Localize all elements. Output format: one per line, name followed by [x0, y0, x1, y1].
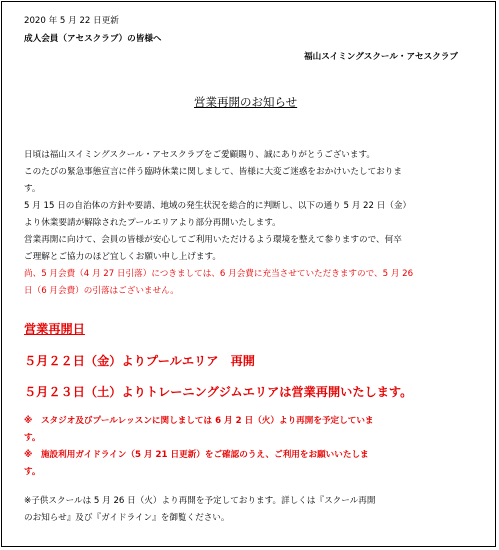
notice-title: 営業再開のお知らせ	[194, 95, 298, 109]
body-line-7: ご理解とご協力のほど宜しくお願い申し上げます。	[24, 252, 221, 262]
studio-note-line-1: ※ スタジオ及びプールレッスンに関しましては 6 月 2 日（火）より再開を予定していま	[24, 416, 374, 426]
school-note-line-2: のお知らせ』及び『ガイドライン』を御覧ください。	[24, 513, 230, 523]
reopen-date-heading: 営業再開日	[24, 322, 85, 336]
body-line-5: より休業要請が解除されたプールエリアより部分再開いたします。	[24, 218, 281, 228]
body-line-2: このたびの緊急事態宣言に伴う臨時休業に関しまして、皆様に大変ご迷惑をおかけいたしておりま	[24, 167, 402, 177]
body-line-6: 営業再開に向けて、会員の皆様が安心してご利用いただけるよう環境を整えて参りますので、何卒	[24, 235, 402, 245]
guideline-note-line-2: す。	[24, 467, 41, 477]
body-line-4: 5 月 15 日の自治体の方針や要請、地域の発生状況を総合的に判断し、以下の通り 5 月 22 日（金）	[24, 201, 412, 211]
school-note-line-1: ※子供スクールは 5 月 26 日（火）より再開を予定しております。詳しくは『スクール再開	[24, 496, 376, 506]
pool-reopen-line: ５月２２日（金）よりプールエリア 再開	[24, 354, 255, 368]
guideline-note-line-1: ※ 施設利用ガイドライン（5 月 21 日更新）をご確認のうえ、ご利用をお願いいたしま	[24, 450, 369, 460]
notice-page	[1, 1, 496, 547]
fee-notice-line-1: 尚、5 月会費（4 月 27 日引落）につきましては、6 月会費に充当させていただきますので、5 月 26	[24, 269, 414, 279]
fee-notice-line-2: 日（6 月会費）の引落はございません。	[24, 286, 179, 296]
body-line-1: 日頃は福山スイミングスクール・アセスクラブをご愛顧賜り、誠にありがとうございます。	[24, 150, 375, 160]
sender-name: 福山スイミングスクール・アセスクラブ	[304, 52, 459, 62]
update-date: 2020 年 5 月 22 日更新	[24, 16, 119, 26]
gym-reopen-line: ５月２３日（土）よりトレーニングジムエリアは営業再開いたします。	[24, 385, 413, 399]
body-line-3: す。	[24, 184, 41, 194]
recipient-line: 成人会員（アセスクラブ）の皆様へ	[24, 34, 162, 44]
studio-note-line-2: す。	[24, 433, 41, 443]
